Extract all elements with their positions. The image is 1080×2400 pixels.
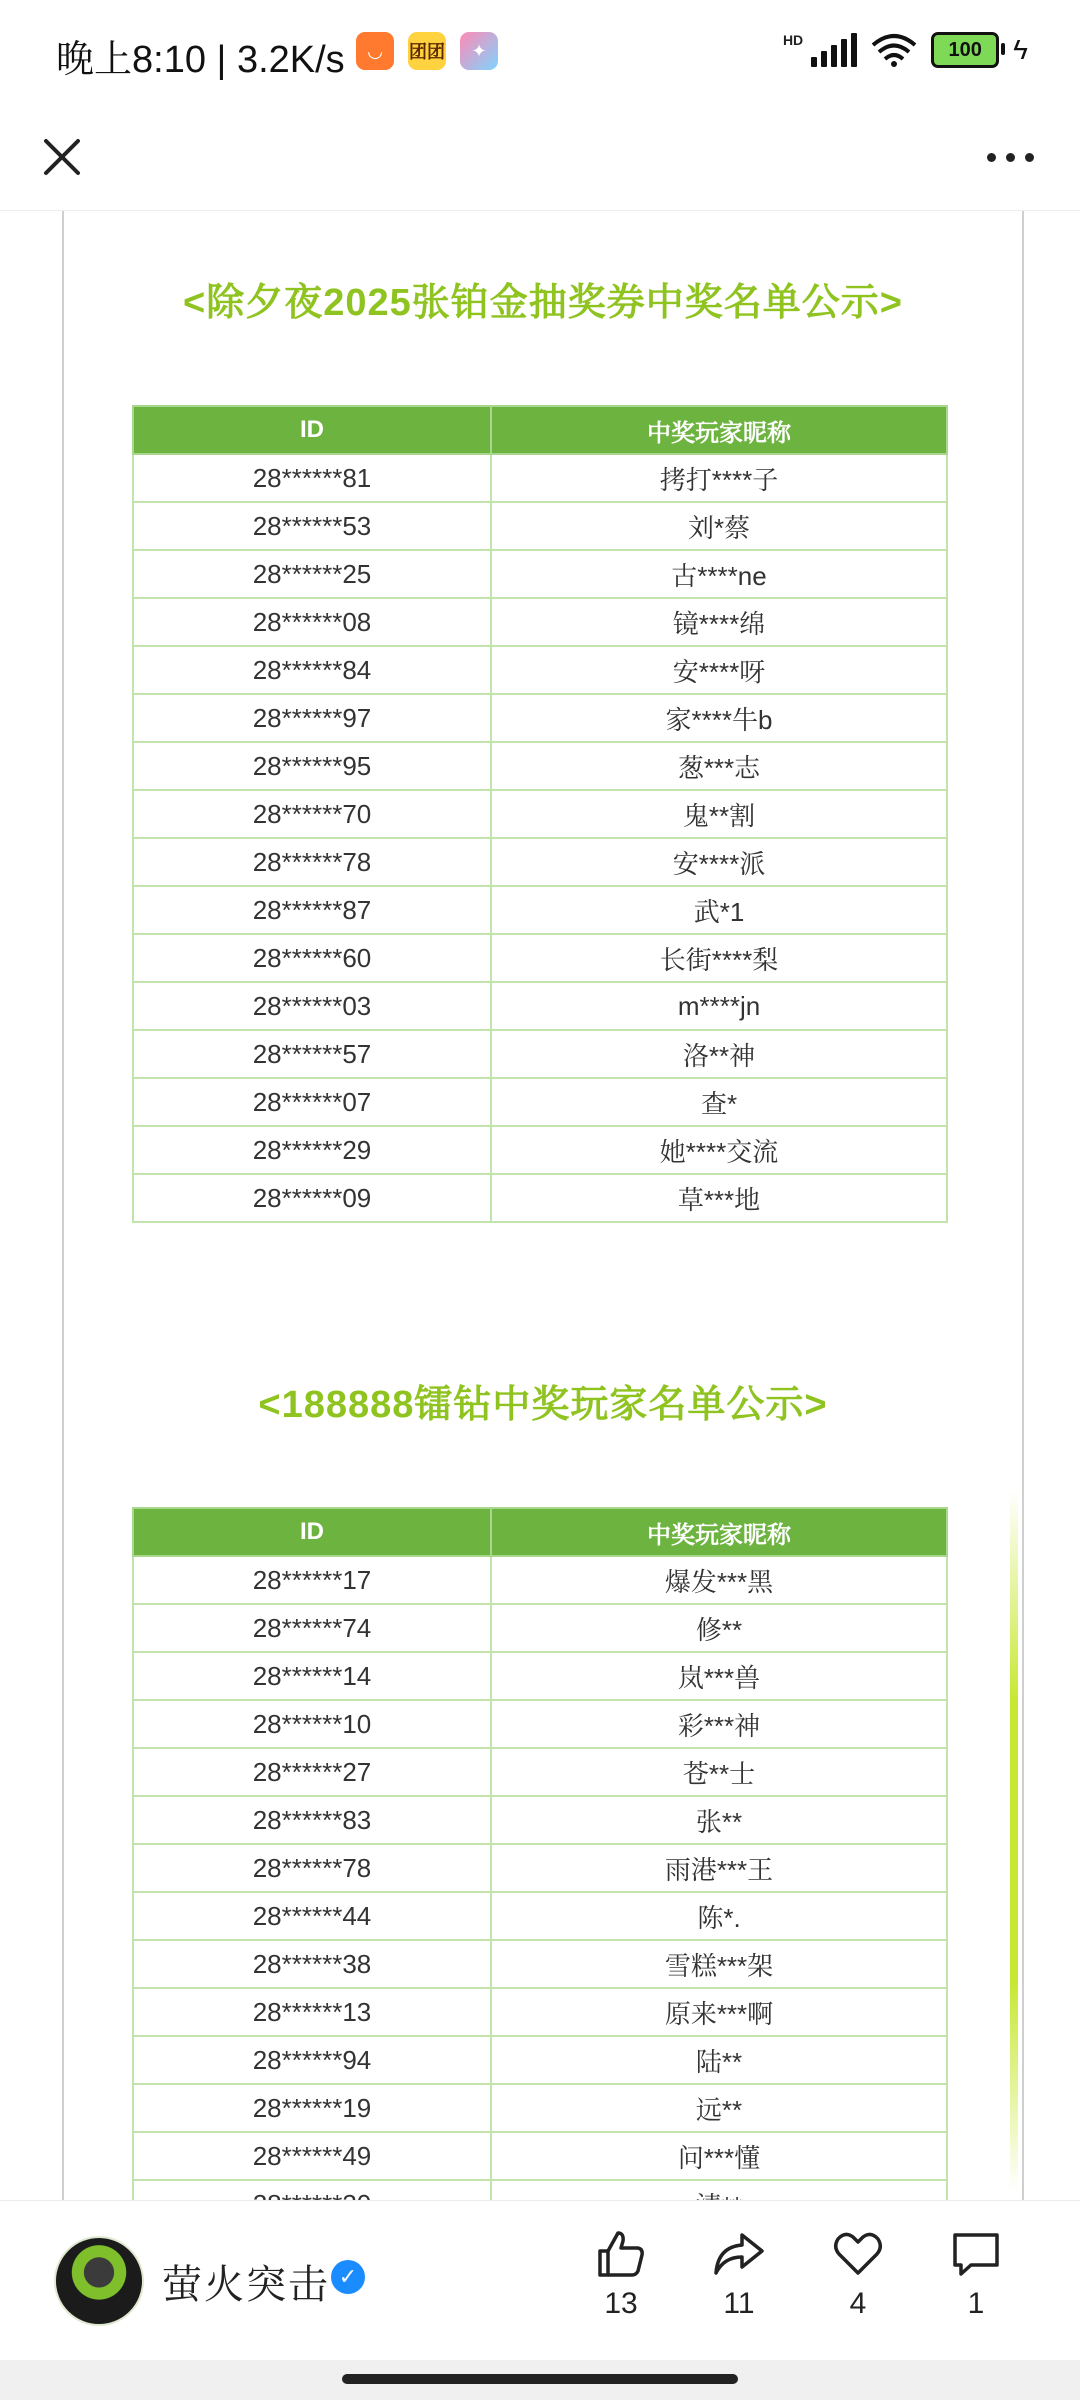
article-image xyxy=(62,211,1024,2311)
player-nickname-cell: 问***懂 xyxy=(491,2132,947,2180)
table-row xyxy=(133,1796,947,1844)
player-nickname-cell: m****jn xyxy=(491,982,947,1030)
more-dot xyxy=(1006,153,1015,162)
table-row xyxy=(133,2084,947,2132)
table-row xyxy=(133,2036,947,2084)
player-nickname-cell: 雪糕***架 xyxy=(491,1940,947,1988)
player-nickname-cell: 张** xyxy=(491,1796,947,1844)
table-row xyxy=(133,1174,947,1222)
column-header-name: 中奖玩家昵称 xyxy=(491,1508,947,1556)
player-nickname-cell: 彩***神 xyxy=(491,1700,947,1748)
player-nickname-cell: 修** xyxy=(491,1604,947,1652)
signal-icon xyxy=(811,33,857,67)
status-app-badges xyxy=(356,32,498,70)
player-nickname-cell: 陆** xyxy=(491,2036,947,2084)
player-id-cell: 28******87 xyxy=(133,886,491,934)
network-type-label: HD xyxy=(782,32,804,48)
game-controller-app-icon: ✦ xyxy=(460,32,498,70)
table-row xyxy=(133,838,947,886)
decorative-accent xyxy=(1010,1491,1018,2191)
winners-table-body xyxy=(133,1556,947,2228)
player-id-cell: 28******49 xyxy=(133,2132,491,2180)
player-id-cell: 28******81 xyxy=(133,454,491,502)
player-id-cell: 28******70 xyxy=(133,790,491,838)
comment-count: 1 xyxy=(967,2287,985,2320)
table-row xyxy=(133,1030,947,1078)
player-id-cell: 28******94 xyxy=(133,2036,491,2084)
table-row xyxy=(133,1940,947,1988)
player-id-cell: 28******44 xyxy=(133,1892,491,1940)
battery-icon xyxy=(931,32,999,68)
player-nickname-cell: 陈*. xyxy=(491,1892,947,1940)
table-row xyxy=(133,550,947,598)
status-indicators xyxy=(783,32,1028,68)
winners-table-platinum xyxy=(132,405,948,1223)
player-id-cell: 28******97 xyxy=(133,694,491,742)
player-nickname-cell: 安****派 xyxy=(491,838,947,886)
player-nickname-cell: 武*1 xyxy=(491,886,947,934)
player-id-cell: 28******57 xyxy=(133,1030,491,1078)
more-dot xyxy=(1025,153,1034,162)
table-row xyxy=(133,790,947,838)
player-id-cell: 28******74 xyxy=(133,1604,491,1652)
close-button[interactable] xyxy=(30,125,94,189)
favorite-count: 4 xyxy=(849,2287,867,2320)
player-id-cell: 28******19 xyxy=(133,2084,491,2132)
table-header-row xyxy=(133,406,947,454)
player-nickname-cell: 拷打****子 xyxy=(491,454,947,502)
player-nickname-cell: 远** xyxy=(491,2084,947,2132)
player-nickname-cell: 苍**士 xyxy=(491,1748,947,1796)
table-row xyxy=(133,1844,947,1892)
status-time: 晚上8:10 | 3.2K/s xyxy=(56,39,345,81)
like-button[interactable] xyxy=(576,2227,666,2321)
author-name[interactable]: 萤火突击 xyxy=(162,2263,330,2307)
table-row xyxy=(133,1126,947,1174)
table-row xyxy=(133,694,947,742)
player-nickname-cell: 古****ne xyxy=(491,550,947,598)
player-id-cell: 28******83 xyxy=(133,1796,491,1844)
table-row xyxy=(133,1604,947,1652)
player-nickname-cell: 岚***兽 xyxy=(491,1652,947,1700)
table-row xyxy=(133,1988,947,2036)
table-header-row xyxy=(133,1508,947,1556)
player-id-cell: 28******10 xyxy=(133,1700,491,1748)
player-id-cell: 28******53 xyxy=(133,502,491,550)
player-id-cell: 28******07 xyxy=(133,1078,491,1126)
player-nickname-cell: 镜****绵 xyxy=(491,598,947,646)
table-row xyxy=(133,742,947,790)
player-id-cell: 28******29 xyxy=(133,1126,491,1174)
player-id-cell: 28******38 xyxy=(133,1940,491,1988)
table-row xyxy=(133,2132,947,2180)
column-header-id: ID xyxy=(133,406,491,454)
player-nickname-cell: 长街****梨 xyxy=(491,934,947,982)
comment-button[interactable] xyxy=(931,2227,1021,2321)
table-row xyxy=(133,934,947,982)
player-nickname-cell: 原来***啊 xyxy=(491,1988,947,2036)
favorite-button[interactable] xyxy=(813,2227,903,2321)
game-app-icon: 团团 xyxy=(408,32,446,70)
player-id-cell: 28******27 xyxy=(133,1748,491,1796)
more-options-button[interactable] xyxy=(970,125,1050,189)
player-id-cell: 28******60 xyxy=(133,934,491,982)
player-nickname-cell: 她****交流 xyxy=(491,1126,947,1174)
player-id-cell: 28******13 xyxy=(133,1988,491,2036)
section-title-diamond: <188888镭钻中奖玩家名单公示> xyxy=(258,1384,828,1426)
player-nickname-cell: 葱***志 xyxy=(491,742,947,790)
player-id-cell: 28******17 xyxy=(133,1556,491,1604)
player-id-cell: 28******78 xyxy=(133,1844,491,1892)
app-bar xyxy=(0,105,1080,211)
player-id-cell: 28******08 xyxy=(133,598,491,646)
table-row xyxy=(133,1892,947,1940)
player-id-cell: 28******14 xyxy=(133,1652,491,1700)
wifi-icon xyxy=(871,33,917,67)
player-id-cell: 28******95 xyxy=(133,742,491,790)
article-content[interactable] xyxy=(0,211,1080,2199)
share-arrow-icon xyxy=(712,2227,766,2281)
author-avatar[interactable] xyxy=(54,2236,144,2326)
share-count: 11 xyxy=(723,2287,755,2320)
player-nickname-cell: 草***地 xyxy=(491,1174,947,1222)
player-nickname-cell: 雨港***王 xyxy=(491,1844,947,1892)
column-header-name: 中奖玩家昵称 xyxy=(491,406,947,454)
table-row xyxy=(133,598,947,646)
table-row xyxy=(133,982,947,1030)
table-row xyxy=(133,1652,947,1700)
heart-icon xyxy=(831,2227,885,2281)
share-button[interactable] xyxy=(694,2227,784,2321)
winners-table-body xyxy=(133,454,947,1222)
player-id-cell: 28******09 xyxy=(133,1174,491,1222)
player-nickname-cell: 查* xyxy=(491,1078,947,1126)
post-action-bar xyxy=(0,2200,1080,2361)
player-id-cell: 28******84 xyxy=(133,646,491,694)
charging-icon: ϟ xyxy=(1013,34,1028,65)
table-row xyxy=(133,1078,947,1126)
battery-level: 100 xyxy=(948,38,982,61)
home-indicator xyxy=(0,2360,1080,2400)
player-nickname-cell: 家****牛b xyxy=(491,694,947,742)
table-row xyxy=(133,1700,947,1748)
player-nickname-cell: 爆发***黑 xyxy=(491,1556,947,1604)
more-horizontal-icon xyxy=(987,153,996,162)
table-row xyxy=(133,646,947,694)
like-count: 13 xyxy=(604,2287,638,2320)
player-nickname-cell: 刘*蔡 xyxy=(491,502,947,550)
table-row xyxy=(133,1556,947,1604)
shopping-app-icon: ◡ xyxy=(356,32,394,70)
table-row xyxy=(133,1748,947,1796)
close-icon xyxy=(42,137,82,177)
column-header-id: ID xyxy=(133,1508,491,1556)
home-gesture-bar[interactable] xyxy=(342,2374,738,2384)
table-row xyxy=(133,886,947,934)
winners-table-diamond xyxy=(132,1507,948,2229)
verified-badge-icon: ✓ xyxy=(331,2260,365,2294)
section-title-platinum: <除夕夜2025张铂金抽奖券中奖名单公示> xyxy=(183,282,903,324)
player-id-cell: 28******78 xyxy=(133,838,491,886)
status-bar xyxy=(0,0,1080,105)
thumbs-up-icon xyxy=(594,2227,648,2281)
player-nickname-cell: 鬼**割 xyxy=(491,790,947,838)
player-id-cell: 28******25 xyxy=(133,550,491,598)
player-id-cell: 28******03 xyxy=(133,982,491,1030)
player-nickname-cell: 安****呀 xyxy=(491,646,947,694)
player-nickname-cell: 洛**神 xyxy=(491,1030,947,1078)
table-row xyxy=(133,502,947,550)
table-row xyxy=(133,454,947,502)
comment-icon xyxy=(949,2227,1003,2281)
